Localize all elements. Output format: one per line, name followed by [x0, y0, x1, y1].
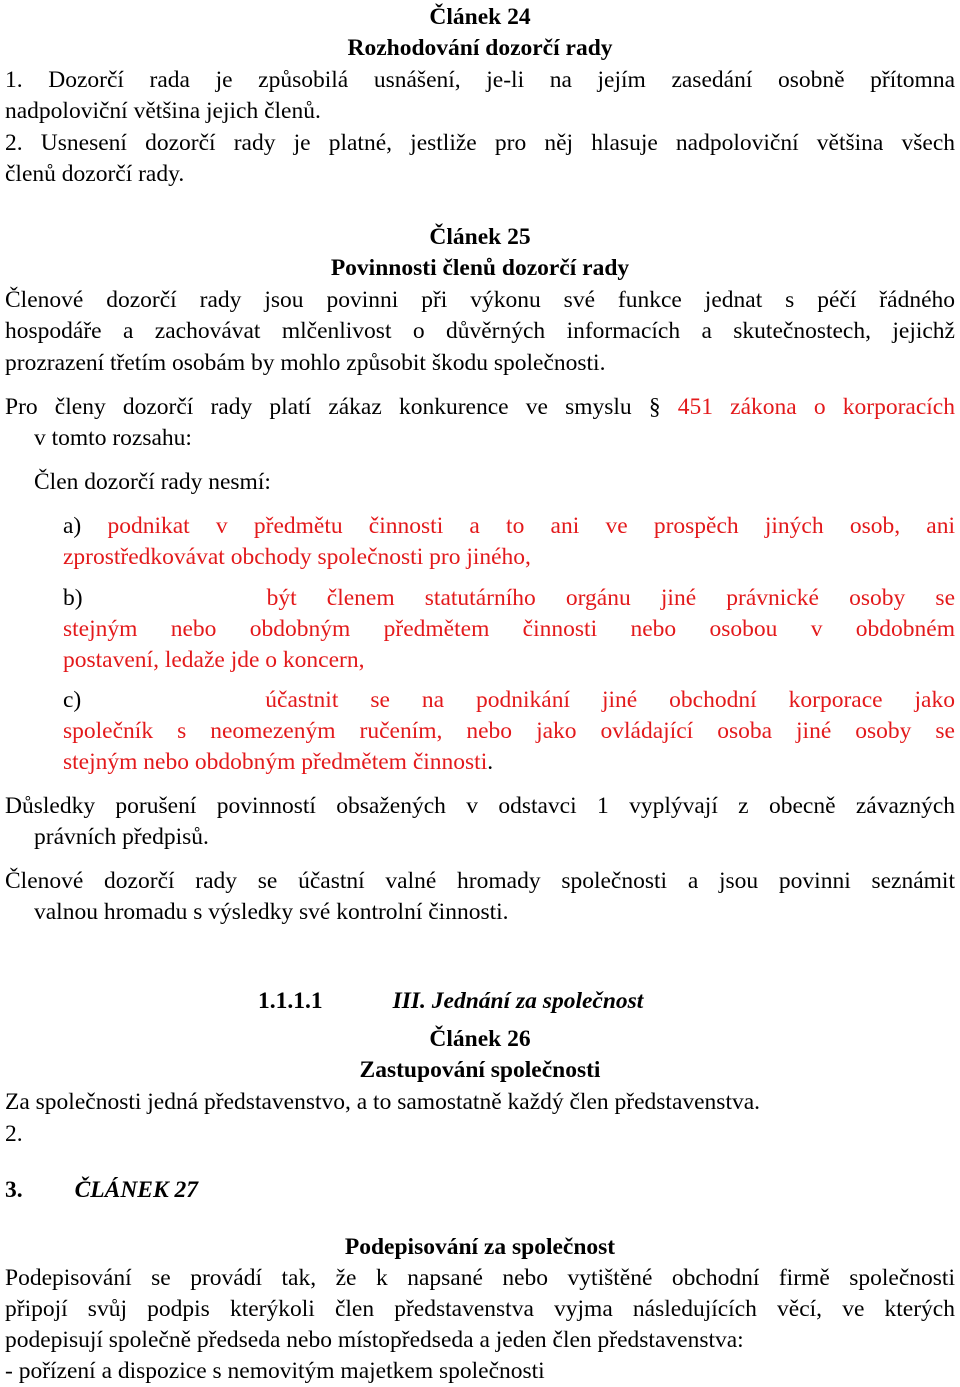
item-b-line3: postavení, ledaže jde o koncern,: [63, 647, 365, 673]
article-25-p2-line1: [5, 392, 955, 423]
article-25-p1-line2: hospodáře a zachovávat mlčenlivost o důvěrných informacích a skutečnostech, jejichž: [5, 318, 955, 344]
article-24-p2-line2: členů dozorčí rady.: [5, 161, 185, 187]
article-27-p1-line2: připojí svůj podpis kterýkoli člen představenstva vyjma následujících věcí, ve kterých: [5, 1296, 955, 1322]
part-3-title: III. Jednání za společnost: [392, 988, 644, 1014]
article-25-p4-line2: valnou hromadu s výsledky své kontrolní činnosti.: [34, 899, 509, 925]
item-a-line2: zprostředkovávat obchody společnosti pro jiného,: [63, 544, 531, 570]
article-27-number: 3.: [5, 1177, 23, 1203]
article-24-title: Rozhodování dozorčí rady: [347, 35, 613, 61]
item-c-line3-text: stejným nebo obdobným předmětem činnosti: [63, 749, 488, 775]
article-25-p1-line1: Členové dozorčí rady jsou povinni při výkonu své funkce jednat s péčí řádného: [5, 287, 955, 313]
item-a-line1: [63, 511, 955, 542]
competition-text: Pro členy dozorčí rady platí zákaz konkurence ve smyslu §: [5, 394, 678, 420]
item-a-label: a): [63, 513, 82, 539]
article-26-p2: 2.: [5, 1121, 23, 1147]
article-25-heading: Článek 25: [429, 224, 531, 250]
article-27-title: Podepisování za společnost: [344, 1234, 616, 1260]
item-c-line1: [63, 685, 955, 716]
article-25-p3-line1: Důsledky porušení povinností obsažených v odstavci 1 vyplývají z obecně závazných: [5, 793, 955, 819]
article-27-heading-line: [5, 1175, 955, 1206]
item-b-text: být členem statutárního orgánu jiné právnické osoby se: [266, 585, 955, 611]
item-c-text: účastnit se na podnikání jiné obchodní korporace jako: [265, 687, 955, 713]
article-24-p1-line2: nadpoloviční většina jejich členů.: [5, 98, 321, 124]
article-26-heading: Článek 26: [429, 1026, 531, 1052]
article-25-p1-line3: prozrazení třetím osobám by mohlo způsobit škodu společnosti.: [5, 350, 606, 376]
article-25-p3-line2: právních předpisů.: [34, 824, 209, 850]
article-27-p2: - pořízení a dispozice s nemovitým majetkem společnosti: [5, 1358, 545, 1384]
article-24-p1-line1: 1. Dozorčí rada je způsobilá usnášení, je-li na jejím zasedání osobně přítomna: [5, 67, 955, 93]
article-24-heading: Článek 24: [429, 4, 531, 30]
item-b-line1: [63, 583, 955, 614]
item-c-label: c): [63, 687, 82, 713]
article-25-p2-line2: v tomto rozsahu:: [34, 425, 192, 451]
article-27-heading: ČLÁNEK 27: [74, 1177, 199, 1203]
article-27-p1-line1: Podepisování se provádí tak, že k napsané nebo vytištěné obchodní firmě společnosti: [5, 1265, 955, 1291]
part-3-heading: [258, 986, 955, 1017]
item-b-line2: stejným nebo obdobným předmětem činnosti nebo osobou v obdobném: [63, 616, 955, 642]
article-25-p4-line1: Členové dozorčí rady se účastní valné hromady společnosti a jsou povinni seznámit: [5, 868, 955, 894]
item-c-line3: [63, 747, 955, 778]
item-c-line3-end: .: [487, 749, 494, 775]
article-24-p2-line1: 2. Usnesení dozorčí rady je platné, jestliže pro něj hlasuje nadpoloviční většina všech: [5, 130, 955, 156]
member-restriction-intro: Člen dozorčí rady nesmí:: [34, 469, 271, 495]
article-27-p1-line3: podepisují společně předseda nebo místopředseda a jeden člen představenstva:: [5, 1327, 744, 1353]
article-26-p1: Za společnosti jedná představenstvo, a to samostatně každý člen představenstva.: [5, 1089, 761, 1115]
article-25-title: Povinnosti členů dozorčí rady: [330, 255, 630, 281]
part-3-number: 1.1.1.1: [258, 988, 323, 1014]
item-c-line2: společník s neomezeným ručením, nebo jako ovládající osoba jiné osoby se: [63, 718, 955, 744]
item-a-text: podnikat v předmětu činnosti a to ani ve prospěch jiných osob, ani: [107, 513, 955, 539]
item-b-label: b): [63, 585, 83, 611]
article-26-title: Zastupování společnosti: [359, 1057, 601, 1083]
law-reference: 451 zákona o korporacích: [677, 394, 955, 420]
